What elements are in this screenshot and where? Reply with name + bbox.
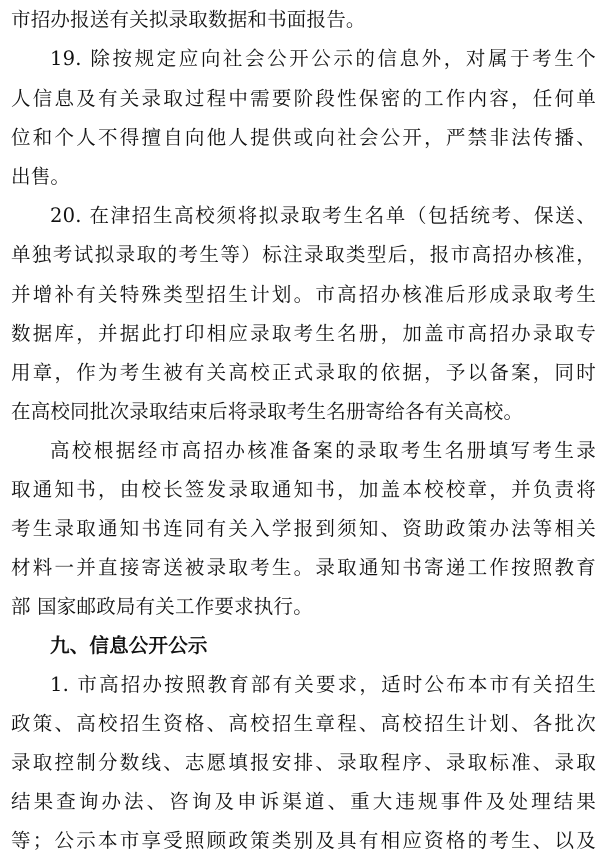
text-line: 结果查询办法、咨询及申诉渠道、重大违规事件及处理结果	[11, 790, 596, 813]
text-line: 用章，作为考生被有关高校正式录取的依据，予以备案，同时	[11, 361, 596, 384]
text-line: 出售。	[11, 165, 71, 188]
text-line: 材料一并直接寄送被录取考生。录取通知书寄递工作按照教育	[11, 556, 596, 579]
text-line: 单独考试拟录取的考生等）标注录取类型后，报市高招办核准，	[11, 243, 596, 266]
text-line: 考生录取通知书连同有关入学报到须知、资助政策办法等相关	[11, 517, 596, 540]
paragraph-first-line: 高校根据经市高招办核准备案的录取考生名册填写考生录	[50, 439, 596, 462]
paragraph-1-first-line: 1. 市高招办按照教育部有关要求，适时公布本市有关招生	[50, 673, 596, 696]
section-heading: 九、信息公开公示	[50, 634, 208, 657]
paragraph-20-first-line: 20. 在津招生高校须将拟录取考生名单（包括统考、保送、	[50, 204, 596, 227]
text-line: 部 国家邮政局有关工作要求执行。	[11, 595, 313, 618]
text-line: 等；公示本市享受照顾政策类别及具有相应资格的考生、以及	[11, 829, 596, 852]
text-line: 并增补有关特殊类型招生计划。市高招办核准后形成录取考生	[11, 283, 596, 306]
text-line: 位和个人不得擅自向他人提供或向社会公开，严禁非法传播、	[11, 126, 596, 149]
text-line: 人信息及有关录取过程中需要阶段性保密的工作内容，任何单	[11, 87, 596, 110]
text-line: 取通知书，由校长签发录取通知书，加盖本校校章，并负责将	[11, 478, 596, 501]
text-line: 市招办报送有关拟录取数据和书面报告。	[11, 8, 366, 31]
text-line: 在高校同批次录取结束后将录取考生名册寄给各有关高校。	[11, 400, 524, 423]
text-line: 录取控制分数线、志愿填报安排、录取程序、录取标准、录取	[11, 751, 596, 774]
text-line: 数据库，并据此打印相应录取考生名册，加盖市高招办录取专	[11, 322, 596, 345]
text-line: 政策、高校招生资格、高校招生章程、高校招生计划、各批次	[11, 712, 596, 735]
paragraph-19-first-line: 19. 除按规定应向社会公开公示的信息外，对属于考生个	[50, 47, 596, 70]
